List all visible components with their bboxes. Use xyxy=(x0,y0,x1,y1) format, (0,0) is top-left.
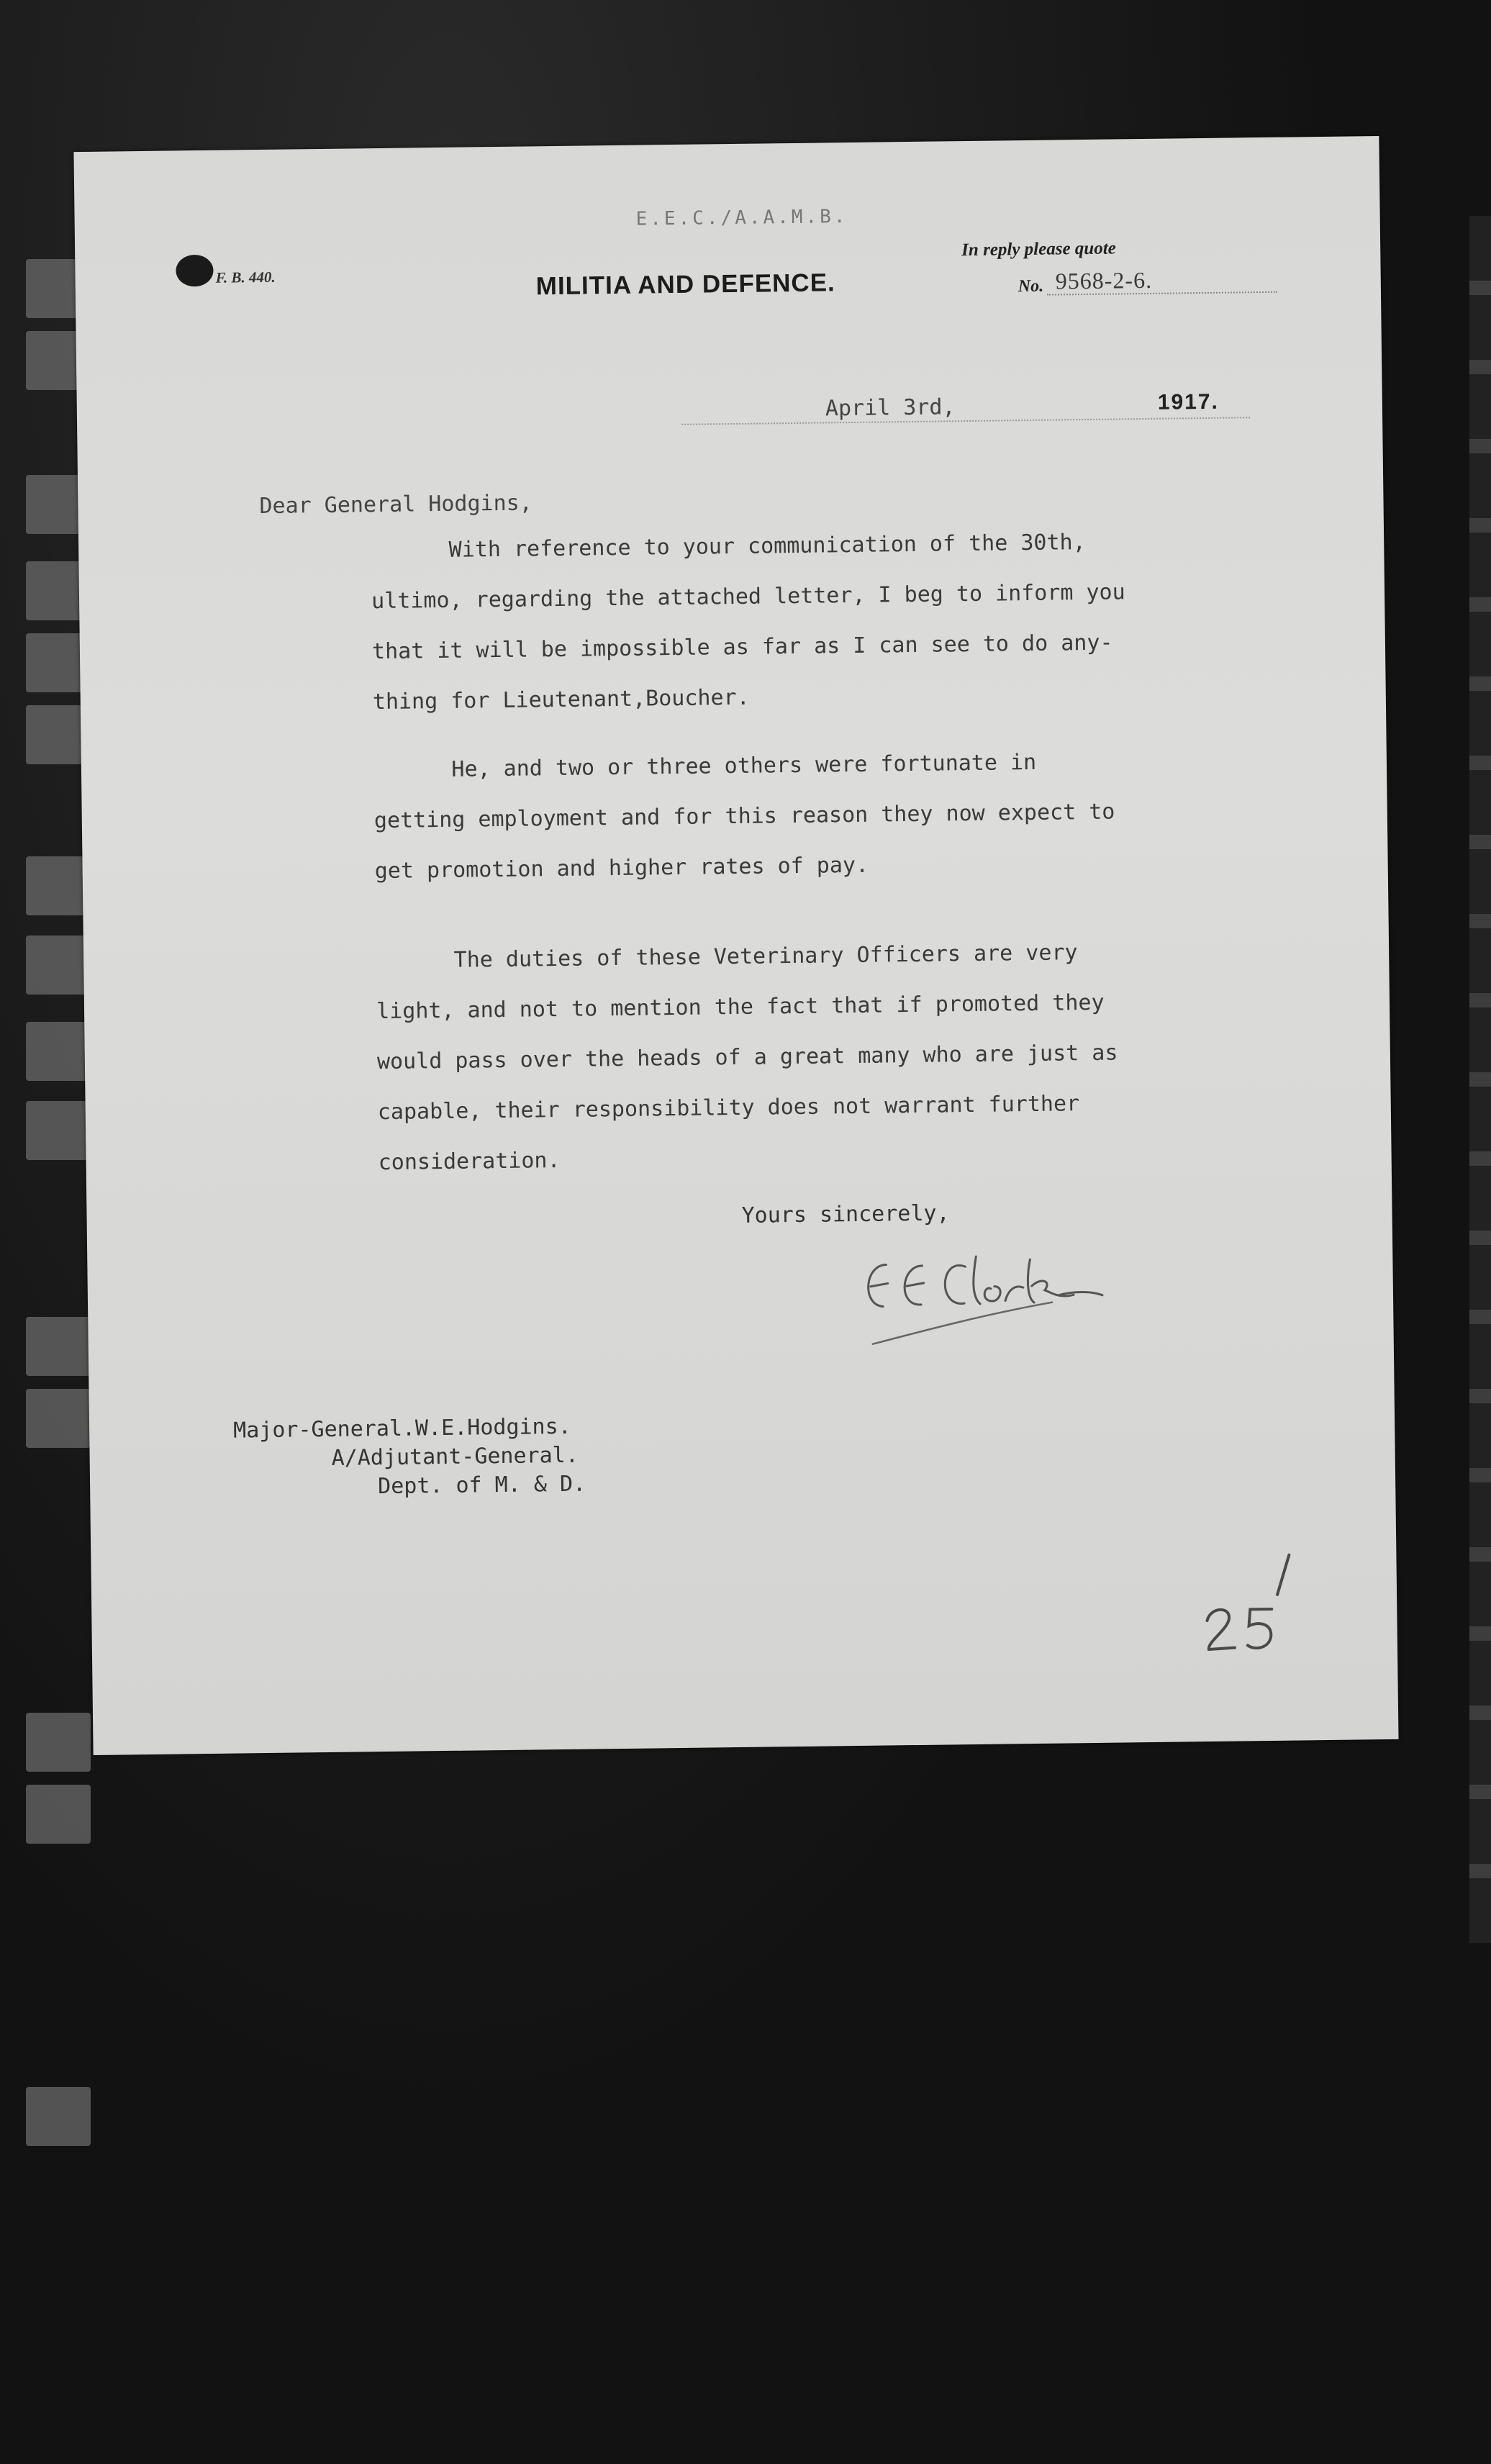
form-number: F. B. 440. xyxy=(215,268,276,286)
sprocket-hole xyxy=(26,1785,91,1844)
date-dotted-line xyxy=(681,417,1250,425)
sprocket-hole xyxy=(26,1389,91,1448)
sprocket-hole xyxy=(26,1317,91,1376)
closing: Yours sincerely, xyxy=(741,1200,950,1228)
body-paragraph-3: The duties of these Veterinary Officers are very light, and not to mention the fact that if promoted they would pass over the heads of a great many who are just as capable, their responsibility does not warrant further consideration. xyxy=(363,940,1118,1176)
sprocket-hole xyxy=(26,2087,91,2146)
reply-number-label: No. xyxy=(1018,276,1044,296)
sprocket-hole xyxy=(26,936,91,995)
body-paragraph-1: With reference to your communication of the 30th, ultimo, regarding the attached letter, I beg to inform you that it will be impossible as far as I can see to do any- thing for Lieutenant,Boucher. xyxy=(358,530,1125,715)
addressee-title: A/Adjutant-General. xyxy=(331,1442,579,1471)
reply-number-value: 9568-2-6. xyxy=(1055,266,1153,294)
handwritten-signature xyxy=(843,1233,1146,1366)
sprocket-hole xyxy=(26,1713,91,1772)
addressee-name: Major-General.W.E.Hodgins. xyxy=(232,1413,571,1444)
file-reference: E.E.C./A.A.M.B. xyxy=(635,206,848,230)
handwritten-page-number xyxy=(1192,1540,1308,1664)
sprocket-hole xyxy=(26,1022,91,1081)
salutation: Dear General Hodgins, xyxy=(259,490,532,520)
letter-page xyxy=(73,136,1398,1755)
addressee-department: Dept. of M. & D. xyxy=(377,1471,586,1500)
sprocket-hole xyxy=(26,1101,91,1160)
film-edge-strip xyxy=(1469,216,1491,1943)
department-heading: MILITIA AND DEFENCE. xyxy=(535,268,836,301)
letter-year: 1917. xyxy=(1157,389,1220,415)
sprocket-hole xyxy=(26,856,91,915)
reply-quote-label: In reply please quote xyxy=(961,238,1116,261)
punch-hole xyxy=(176,255,214,287)
letter-date: April 3rd, xyxy=(825,394,956,422)
body-paragraph-2: He, and two or three others were fortunate in getting employment and for this reason they now expect to get promotion and higher rates of pay. xyxy=(360,749,1115,884)
addressee-block xyxy=(233,1413,586,1503)
